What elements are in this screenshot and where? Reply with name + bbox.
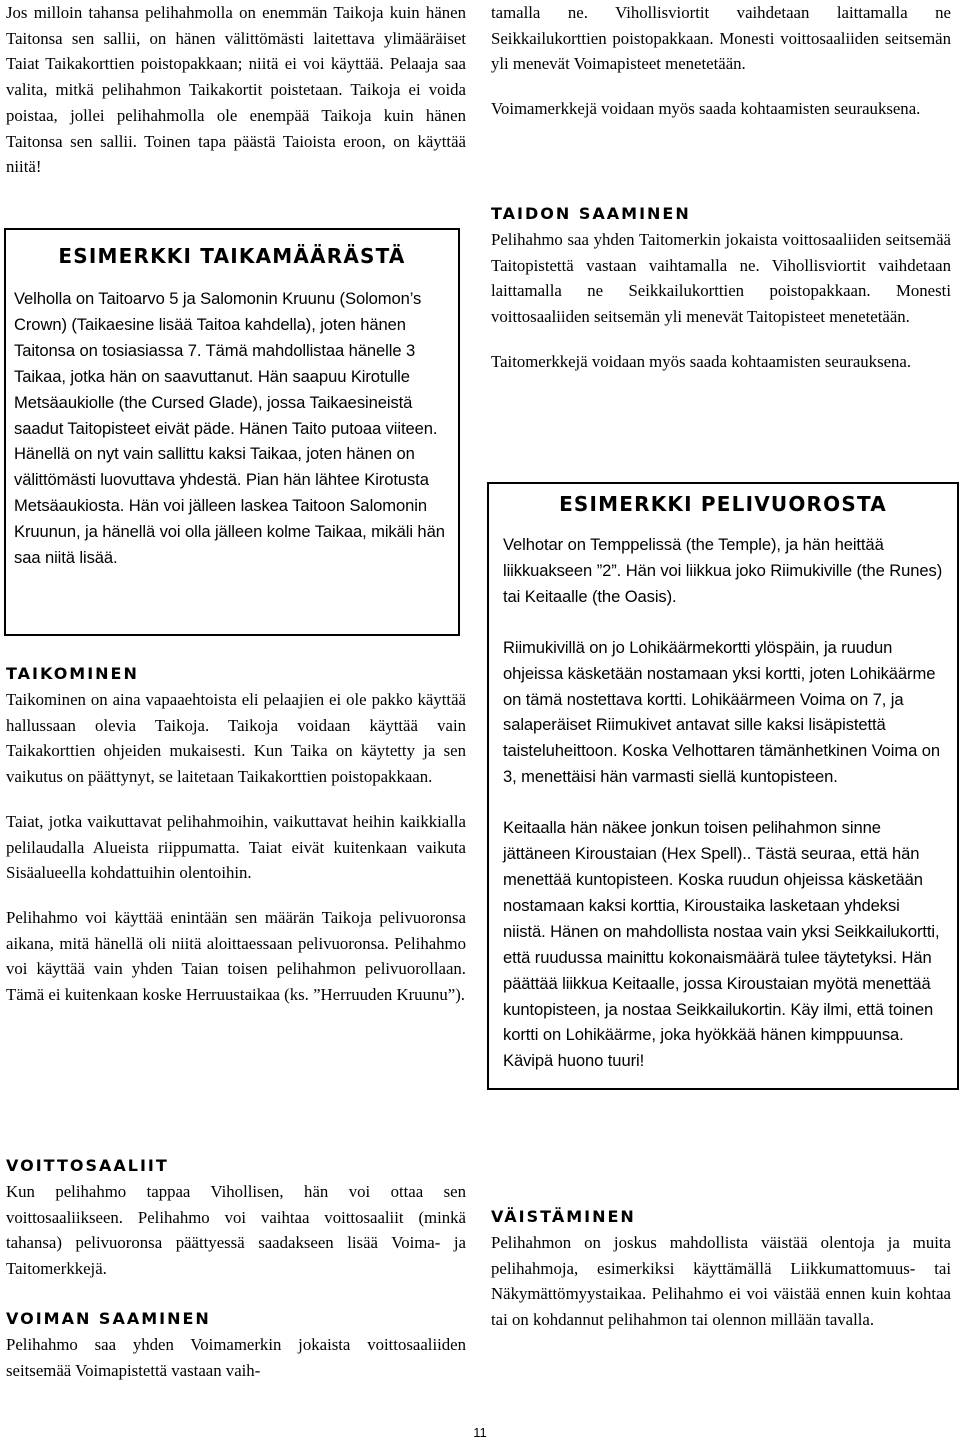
voiman-saaminen-paragraph: Pelihahmo saa yhden Voimamerkin jokaista voittosaaliiden seitsemää Voimapistettä vastaan vaih- <box>6 1335 466 1380</box>
section-voiman-saaminen <box>6 1307 466 1383</box>
page-number: 11 <box>473 1425 487 1440</box>
voimamerkit-paragraph: Voimamerkkejä voidaan myös saada kohtaamisten seurauksena. <box>491 99 921 119</box>
section-taikominen <box>6 662 466 1008</box>
example-box-title: ESIMERKKI TAIKAMÄÄRÄSTÄ <box>58 244 406 268</box>
turn-box-title: ESIMERKKI PELIVUOROSTA <box>559 492 887 516</box>
right-column-top <box>491 0 951 122</box>
turn-box-oasis-paragraph: Keitaalla hän näkee jonkun toisen pelihahmon sinne jättäneen Kiroustaian (Hex Spell).. Tästä seuraa, että hän menettää kuntopisteen. Koska ruudun ohjeissa käsketään nostamaan kaksi korttia, Kiroustaika lasketaan yhdeksi niistä. Hänen on mahdollista nostaa vain yksi Seikkailukortti, että ruudussa mainittu kokonaismäärä tulee täytetyksi. Hän päättää liikkua Keitaalle, jossa Kiroustaian myötä menettää kuntopisteen, ja nostaa Seikkailukortin. Käy ilmi, että toinen kortti on Lohikäärme, joka hyökkää hänen kimppuunsa. Kävipä huono tuuri! <box>503 818 940 1071</box>
turn-box-runes-paragraph: Riimukivillä on jo Lohikäärmekortti ylöspäin, ja ruudun ohjeissa käsketään nostamaan yksi kortti, joten Lohikäärme on tämä nostettava kortti. Lohikäärmeen Voima on 7, ja salaperäiset Riimukivet antavat sille kaksi lisäpistettä taisteluheittoon. Koska Velhottaren tämänhetkinen Voima on 3, menettäisi hän varmasti siellä kuntopisteen. <box>503 637 940 787</box>
intro-paragraph: Jos milloin tahansa pelihahmolla on enemmän Taikoja kuin hänen Taitonsa sen sallii, on hänen välittömästi laitettava ylimääräiset Taiat Taikakorttien poistopakkaan; niitä ei voi käyttää. Pelaaja saa valita, mitkä pelihahmon Taikakortit poistetaan. Taikoja ei voida poistaa, jollei pelihahmolla ole enempää Taikoja kuin hänen Taitonsa sen sallii. Toinen tapa päästä Taioista eroon, on käyttää niitä! <box>6 3 466 177</box>
section-taidon-saaminen <box>491 202 951 375</box>
taitomerkit-paragraph: Taitomerkkejä voidaan myös saada kohtaamisten seurauksena. <box>491 351 912 371</box>
section-voittosaaliit <box>6 1154 466 1282</box>
heading-taikominen: TAIKOMINEN <box>6 664 139 683</box>
turn-box-text: Velhotar on Temppelissä (the Temple), ja hän heittää liikkuakseen ”2”. Hän voi liikkua joko Riimukiville (the Runes) tai Keitaalle (the Oasis). <box>503 535 943 606</box>
heading-vaistaminen: VÄISTÄMINEN <box>491 1207 636 1226</box>
heading-taidon-saaminen: TAIDON SAAMINEN <box>491 204 691 223</box>
taikominen-paragraph-1: Taikominen on aina vapaaehtoista eli pelaajien ei ole pakko käyttää hallussaan olevia Taikoja. Taikoja voidaan käyttää vain Taikakorttien ohjeiden mukaisesti. Kun Taika on käytetty ja sen vaikutus on päättynyt, se laitetaan Taikakorttien poistopakkaan. <box>6 690 466 787</box>
vaistaminen-paragraph: Pelihahmon on joskus mahdollista väistää olentoja ja muita pelihahmoja, esimerkiksi käyttämällä Liikkumattomuus- tai Näkymättömyystaikaa. Pelihahmo ei voi väistää ennen kuin kohtaa tai on kohdannut pelihahmon tai olennon millään tavalla. <box>491 1233 951 1330</box>
heading-voittosaaliit: VOITTOSAALIIT <box>6 1156 169 1175</box>
voittosaaliit-paragraph: Kun pelihahmo tappaa Vihollisen, hän voi ottaa sen voittosaaliikseen. Pelihahmo voi vaihtaa voittosaaliit (minkä tahansa) pelivuoronsa päättyessä saadakseen lisää Voima- ja Taitomerkkejä. <box>6 1182 466 1279</box>
example-box-spell-count <box>4 228 460 636</box>
example-box-turn <box>487 482 959 1090</box>
voiman-continuation: tamalla ne. Vihollisviortit vaihdetaan laittamalla ne Seikkailukorttien poistopakkaan. Monesti voittosaaliiden seitsemän yli menevät Voimapisteet menetetään. <box>491 3 951 74</box>
example-box-text: Velholla on Taitoarvo 5 ja Salomonin Kruunu (Solomon’s Crown) (Taikaesine lisää Taitoa kahdella), joten hänen Taitonsa on tosiasiassa 7. Tämä mahdollistaa hänelle 3 Taikaa, jotka hän on saavuttanut. Hän saapuu Kirotulle Metsäaukiolle (the Cursed Glade), jossa Taikaesineistä saadut Taitopisteet eivät päde. Hänen Taito putoaa viiteen. Hänellä on nyt vain sallittu kaksi Taikaa, joten hänen on välittömästi luovuttava yhdestä. Pian hän lähtee Kirotusta Metsäaukiosta. Hän voi jälleen laskea Taitoon Salomonin Kruunun, ja hänellä voi olla jälleen kolme Taikaa, mikäli hän saa niitä lisää. <box>14 289 445 568</box>
taikominen-paragraph-2: Taiat, jotka vaikuttavat pelihahmoihin, vaikuttavat heihin kaikkialla pelilaudalla Alueista riippumatta. Taiat eivät kuitenkaan vaikuta Sisäalueella kohdattuihin olentoihin. <box>6 811 466 883</box>
taikominen-paragraph-3: Pelihahmo voi käyttää enintään sen määrän Taikoja pelivuoronsa aikana, mitä hänellä oli niitä aloittaessaan pelivuoronsa. Pelihahmo voi käyttää vain yhden Taian toisen pelihahmon pelivuorollaan. Tämä ei kuitenkaan koske Herruustaikaa (ks. ”Herruuden Kruunu”). <box>6 907 466 1005</box>
taidon-saaminen-paragraph: Pelihahmo saa yhden Taitomerkin jokaista voittosaaliiden seitsemää Taitopistettä vastaan vaihtamalla ne. Vihollisviortit vaihdetaan laittamalla ne Seikkailukorttien poistopakkaan. Monesti voittosaaliiden seitsemän yli menevät Taitopisteet menetetään. <box>491 230 951 327</box>
heading-voiman-saaminen: VOIMAN SAAMINEN <box>6 1309 211 1328</box>
section-vaistaminen <box>491 1205 951 1333</box>
